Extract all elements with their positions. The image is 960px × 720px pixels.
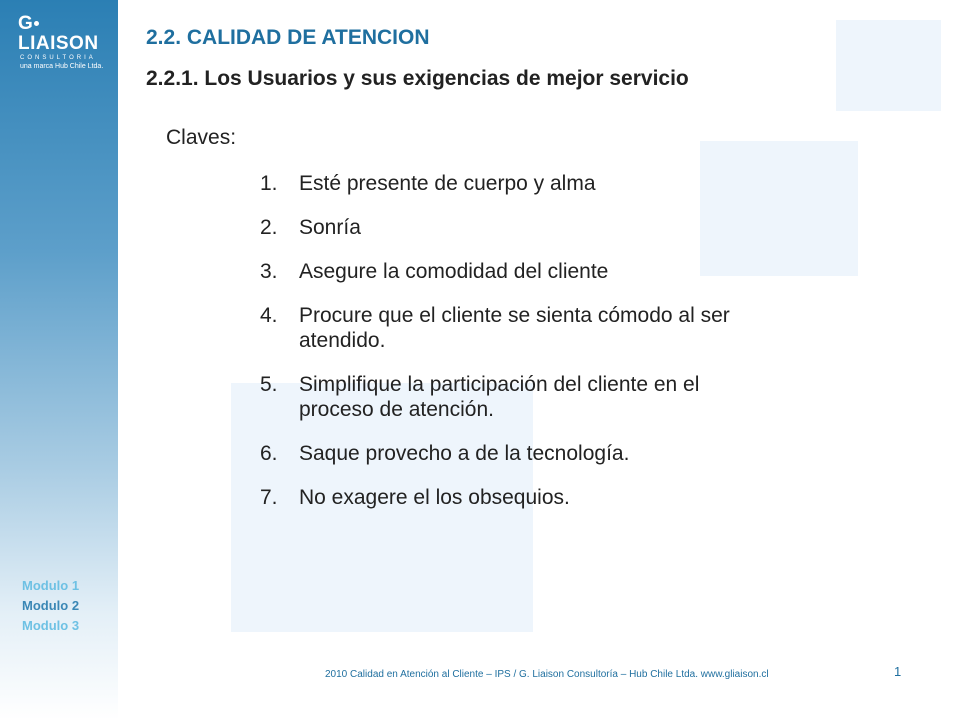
- page-number: 1: [894, 664, 902, 679]
- logo-subtitle: CONSULTORIA: [20, 55, 96, 61]
- nav-item-modulo-2[interactable]: Modulo 2: [22, 598, 80, 613]
- list-item-number: 3.: [260, 260, 278, 283]
- list-item-text: Procure que el cliente se sienta cómodo al ser atendido.: [299, 304, 730, 352]
- sidebar: [0, 0, 118, 720]
- list-item-number: 7.: [260, 486, 278, 509]
- gliaison-logo: [18, 14, 118, 71]
- claves-list: [260, 171, 740, 529]
- slide-subtitle: 2.2.1. Los Usuarios y sus exigencias de mejor servicio: [146, 67, 689, 90]
- module-nav: [22, 578, 79, 638]
- logo-wordmark: GLIAISON: [18, 13, 99, 54]
- list-item-text: Sonría: [299, 216, 361, 239]
- nav-item-modulo-1[interactable]: Modulo 1: [22, 578, 80, 593]
- list-item-text: Simplifique la participación del cliente en el proceso de atención.: [299, 373, 700, 421]
- list-item: [260, 372, 740, 422]
- list-item-text: Saque provecho a de la tecnología.: [299, 442, 630, 465]
- list-item-text: Esté presente de cuerpo y alma: [299, 172, 596, 195]
- list-item: [260, 303, 740, 353]
- list-item-number: 6.: [260, 442, 278, 465]
- list-item: [260, 171, 740, 196]
- list-item: [260, 441, 740, 466]
- slide-title: 2.2. CALIDAD DE ATENCION: [146, 26, 430, 49]
- list-item-text: No exagere el los obsequios.: [299, 486, 570, 509]
- logo-tagline: una marca Hub Chile Ltda.: [20, 63, 104, 70]
- list-item: [260, 215, 740, 240]
- footer-text: 2010 Calidad en Atención al Cliente – IPS / G. Liaison Consultoría – Hub Chile Ltda. www.gliaison.cl: [325, 669, 769, 680]
- nav-item-modulo-3[interactable]: Modulo 3: [22, 618, 80, 633]
- list-item-number: 2.: [260, 216, 278, 239]
- decorative-square-top: [836, 20, 941, 111]
- list-item: [260, 259, 740, 284]
- list-item: [260, 485, 740, 510]
- list-item-number: 5.: [260, 373, 278, 396]
- list-item-number: 1.: [260, 172, 278, 195]
- list-item-text: Asegure la comodidad del cliente: [299, 260, 609, 283]
- list-item-number: 4.: [260, 304, 278, 327]
- claves-heading: Claves:: [166, 126, 237, 149]
